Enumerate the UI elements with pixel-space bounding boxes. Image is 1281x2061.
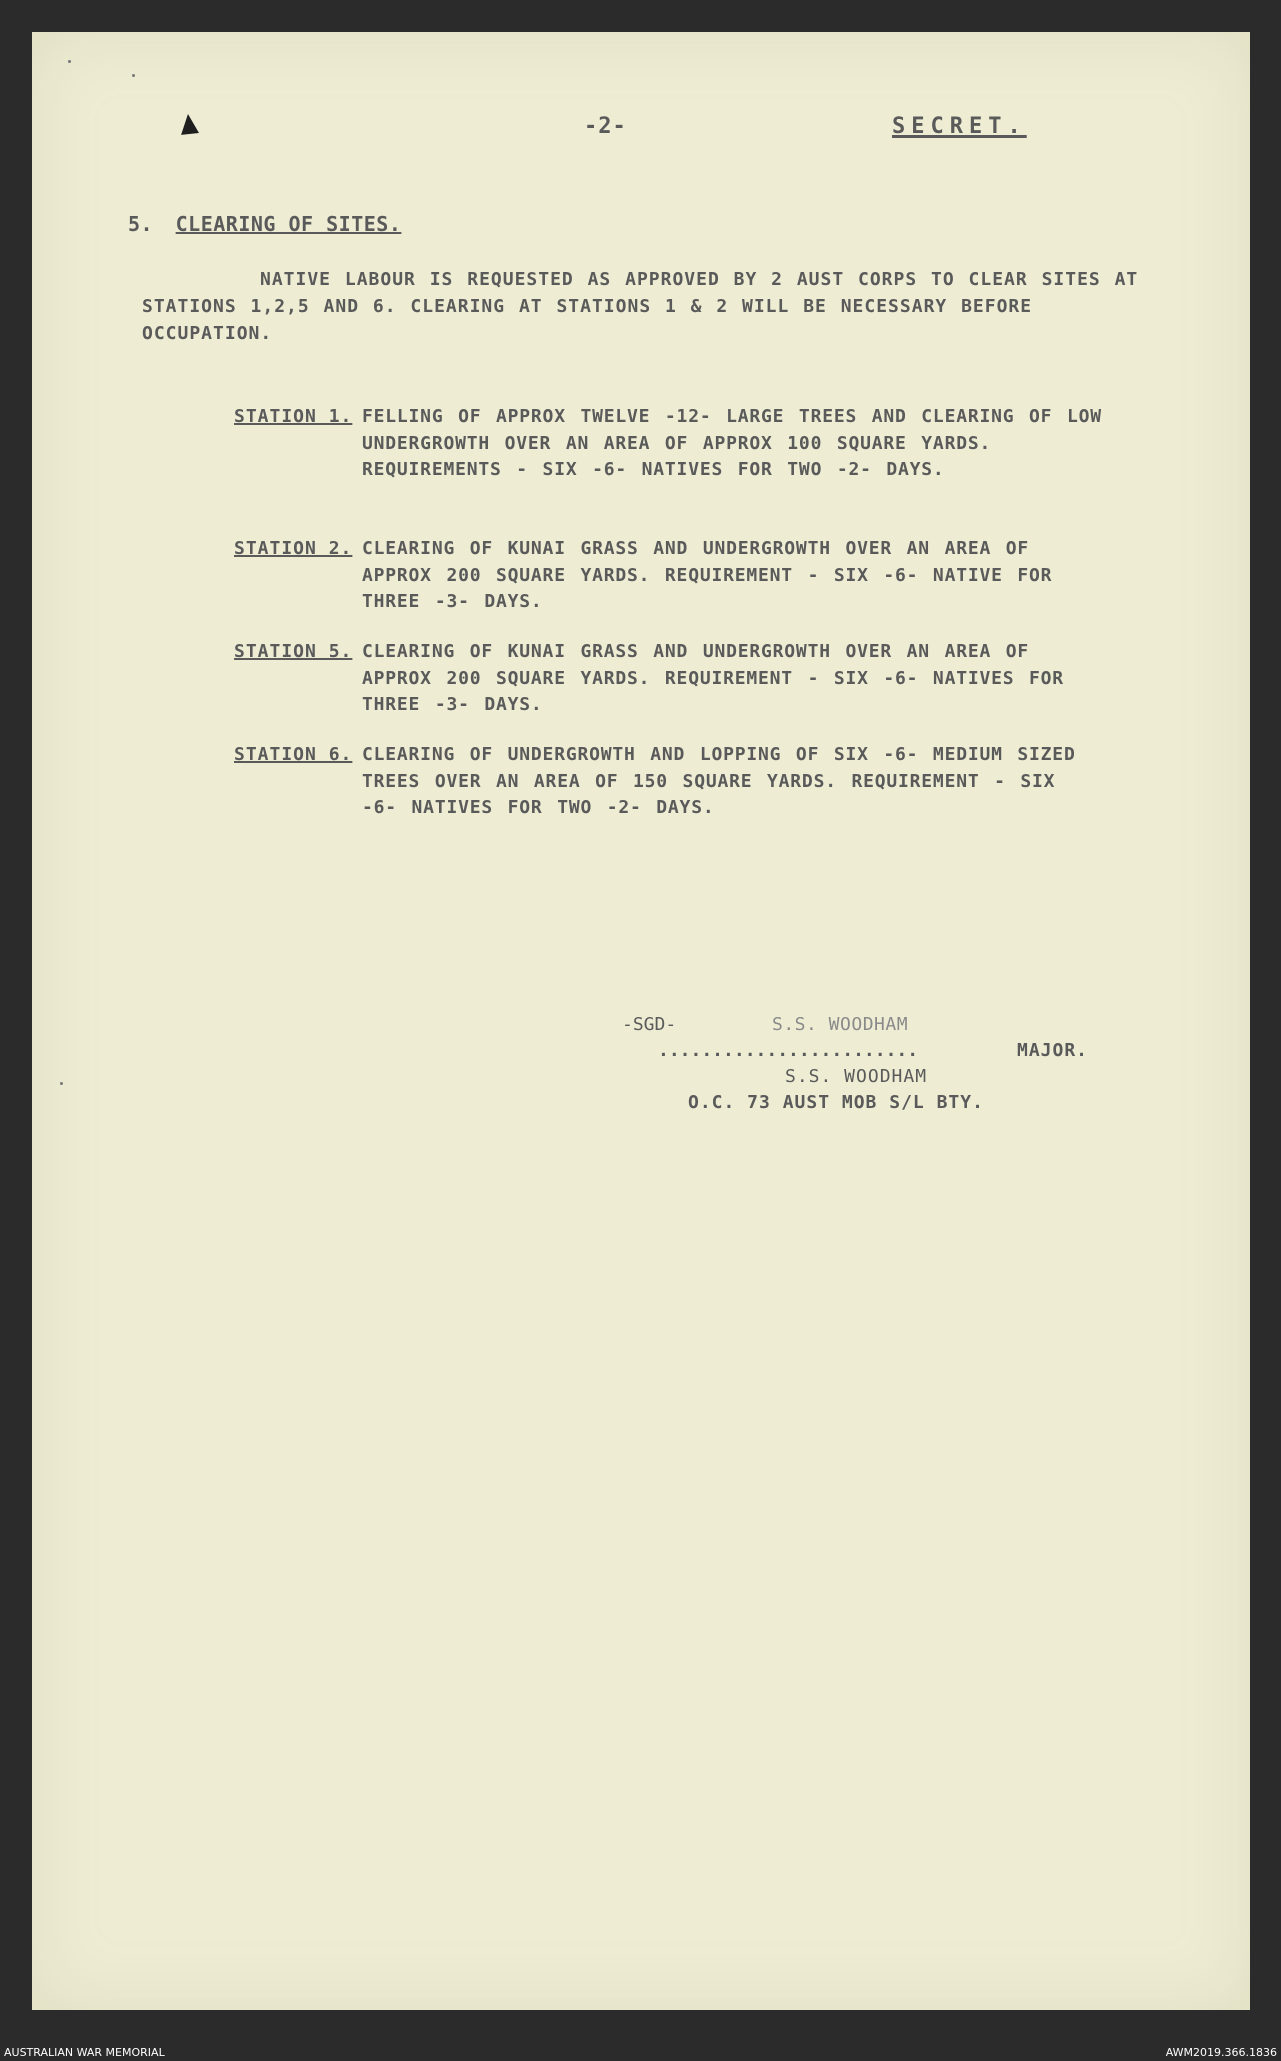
signed-marker: -SGD- <box>622 1014 677 1035</box>
punch-hole <box>179 113 199 135</box>
classification-marking: SECRET. <box>892 114 1027 139</box>
paper-speck <box>60 1082 63 1085</box>
station-label: STATION 5. <box>234 641 353 662</box>
section-heading <box>128 212 401 236</box>
station-label: STATION 1. <box>234 406 353 427</box>
document-page <box>32 32 1250 2010</box>
signature-dots: ........................ <box>658 1040 919 1061</box>
station-description: CLEARING OF KUNAI GRASS AND UNDERGROWTH OVER AN AREA OF APPROX 200 SQUARE YARDS. REQUIREMENT - SIX -6- NATIVE FOR THREE -3- DAYS. <box>362 538 1053 612</box>
station-label: STATION 6. <box>234 744 353 765</box>
station-description: CLEARING OF KUNAI GRASS AND UNDERGROWTH OVER AN AREA OF APPROX 200 SQUARE YARDS. REQUIREMENT - SIX -6- NATIVES FOR THREE -3- DAYS. <box>362 641 1064 715</box>
signed-name: S.S. WOODHAM <box>772 1014 909 1035</box>
archive-reference: AWM2019.366.1836 <box>1165 2046 1277 2059</box>
station-description: FELLING OF APPROX TWELVE -12- LARGE TREES AND CLEARING OF LOW UNDERGROWTH OVER AN AREA OF APPROX 100 SQUARE YARDS. REQUIREMENTS - SIX -6- NATIVES FOR TWO -2- DAYS. <box>362 406 1102 480</box>
paper-speck <box>132 74 135 77</box>
section-number: 5. <box>128 212 154 236</box>
signatory-name: S.S. WOODHAM <box>785 1066 928 1087</box>
signature-line <box>622 1038 1142 1064</box>
intro-paragraph: NATIVE LABOUR IS REQUESTED AS APPROVED BY 2 AUST CORPS TO CLEAR SITES AT STATIONS 1,2,5 AND 6. CLEARING AT STATIONS 1 & 2 WILL BE NECESSARY BEFORE OCCUPATION. <box>142 269 1139 344</box>
station-label: STATION 2. <box>234 538 353 559</box>
paper-speck <box>68 60 71 63</box>
signatory-unit: O.C. 73 AUST MOB S/L BTY. <box>688 1092 984 1113</box>
signature-block <box>622 1012 1142 1116</box>
signatory-rank: MAJOR. <box>1017 1040 1089 1061</box>
signed-line <box>622 1012 1142 1038</box>
archive-credit: AUSTRALIAN WAR MEMORIAL <box>4 2046 165 2059</box>
station-description: CLEARING OF UNDERGROWTH AND LOPPING OF SIX -6- MEDIUM SIZED TREES OVER AN AREA OF 150 SQUARE YARDS. REQUIREMENT - SIX -6- NATIVES FOR TWO -2- DAYS. <box>362 744 1076 818</box>
page-number: -2- <box>584 114 627 139</box>
section-title: CLEARING OF SITES. <box>175 212 402 236</box>
